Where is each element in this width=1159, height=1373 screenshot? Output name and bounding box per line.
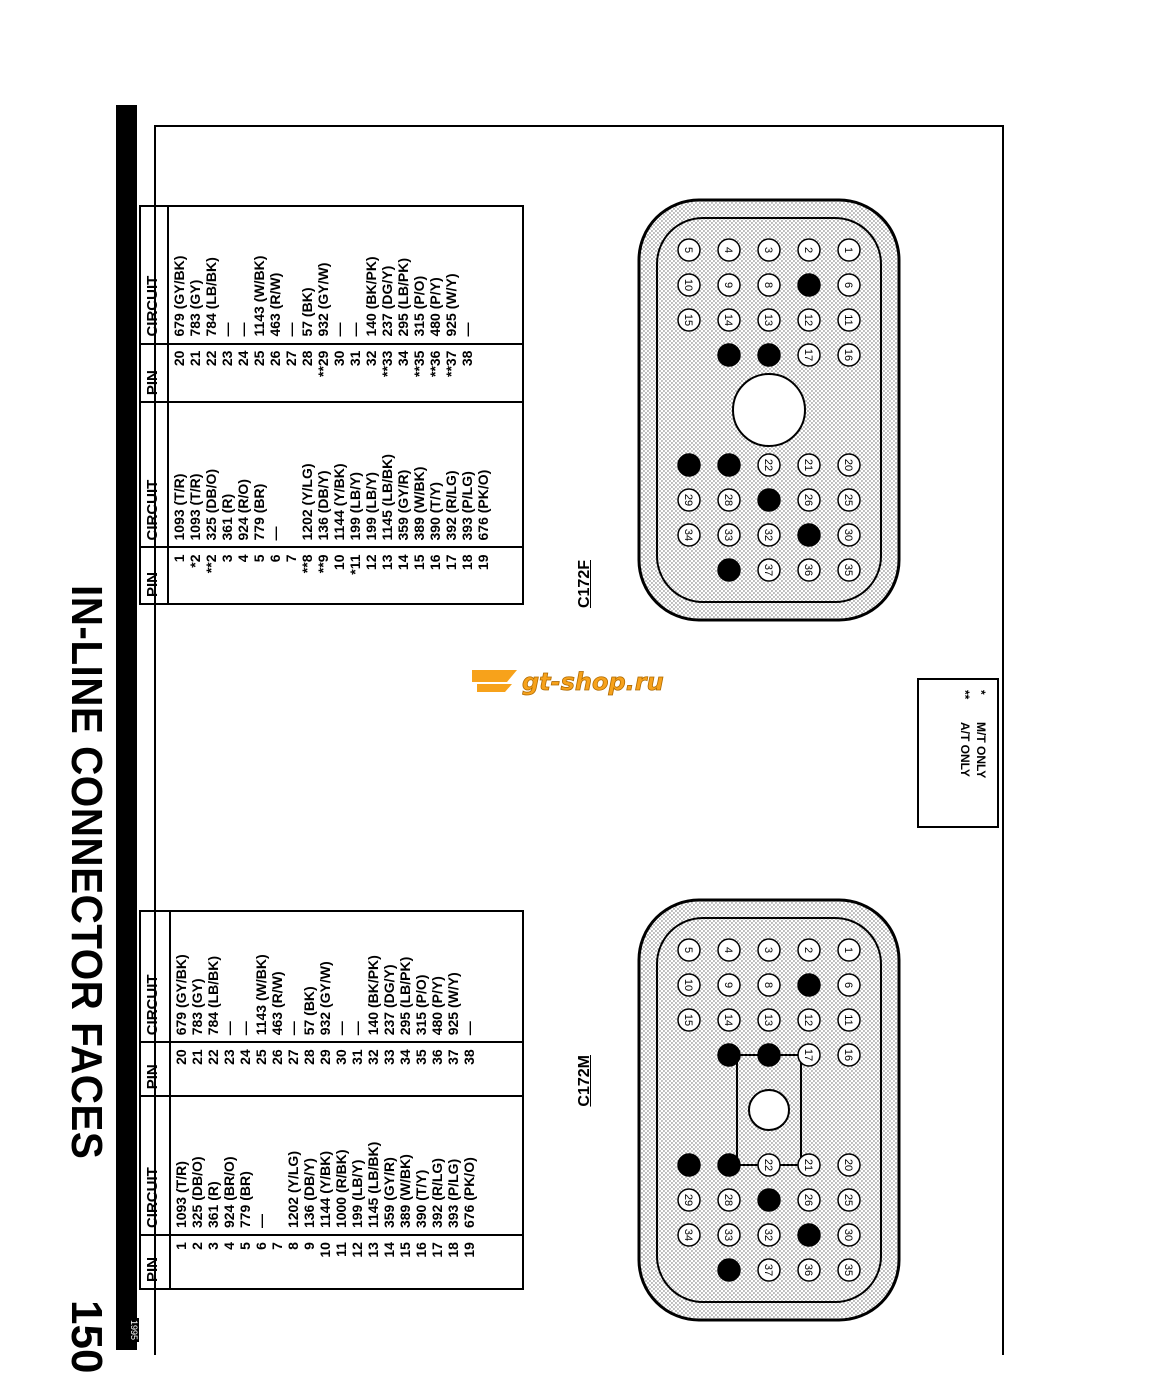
pin-header: PIN [140, 548, 168, 605]
circuit-cell: 463 (R/W) [267, 272, 284, 337]
circuit-cell: 1093 (T/R) [171, 473, 188, 541]
header-rule [116, 105, 137, 1350]
circuit-cell: 325 (DB/O) [188, 1156, 205, 1229]
circuit-cell: 57 (BK) [300, 986, 317, 1036]
circuit-cell: 359 (GY/R) [380, 1157, 397, 1229]
pin-number: 6 [842, 981, 854, 989]
right-circuit-column [170, 911, 523, 1042]
pin-number: 14 [722, 313, 734, 327]
pin-cell: 11 [332, 1242, 349, 1257]
pin-cell: 3 [204, 1242, 221, 1250]
pin-cell: 31 [347, 350, 364, 367]
pin-cell: 21 [187, 350, 204, 367]
circuit-cell: 295 (LB/PK) [395, 257, 412, 337]
pin-cell: 29 [316, 1049, 333, 1065]
pin-number: 26 [802, 1193, 814, 1207]
pin-number: 11 [842, 314, 854, 326]
pin-cell: 28 [300, 1049, 317, 1065]
pin-number: 11 [842, 1014, 854, 1026]
circuit-cell: 237 (DG/Y) [379, 265, 396, 337]
circuit-cell: — [459, 322, 476, 337]
pin-socket [758, 344, 780, 366]
pin-cell: 28 [299, 350, 316, 367]
circuit-cell: 783 (GY) [187, 279, 204, 337]
pin-number: 5 [682, 946, 694, 954]
circuit-cell: 361 (R) [219, 493, 236, 541]
circuit-cell: 1143 (W/BK) [251, 255, 268, 337]
pin-header: PIN [140, 1235, 170, 1289]
pin-number: 5 [682, 246, 694, 254]
pin-header: PIN [140, 1042, 170, 1096]
pin-cell: 27 [284, 1049, 301, 1065]
left-circuit-column [170, 1096, 523, 1235]
pin-number: 37 [762, 563, 774, 577]
circuit-cell: 1144 (Y/BK) [331, 463, 348, 541]
pin-cell: 5 [236, 1242, 253, 1250]
pin-socket [718, 344, 740, 366]
pin-number: 34 [682, 528, 694, 542]
circuit-cell: 925 (W/Y) [444, 972, 461, 1036]
pin-number: 22 [762, 458, 774, 472]
pin-cell: 35 [412, 1049, 429, 1065]
pin-cell: 7 [283, 554, 300, 563]
c172f-pin-table [139, 205, 524, 605]
circuit-cell: 1144 (Y/BK) [316, 1151, 333, 1229]
pin-number: 16 [842, 1048, 854, 1062]
pin-number: 3 [762, 946, 774, 954]
circuit-cell: 932 (GY/W) [315, 262, 332, 337]
pin-cell: 37 [444, 1049, 461, 1065]
circuit-cell: 140 (BK/PK) [363, 256, 380, 337]
pin-cell: 17 [428, 1242, 445, 1258]
pin-cell: **37 [443, 350, 460, 377]
pin-cell: 34 [395, 350, 412, 367]
pin-number: 3 [762, 246, 774, 254]
circuit-cell [269, 1103, 285, 1228]
center-hole [749, 1090, 789, 1130]
pin-cell: 19 [475, 554, 492, 571]
circuit-cell: 1093 (T/R) [172, 1161, 189, 1229]
right-circuit-column [168, 206, 523, 344]
pin-cell: 5 [251, 554, 268, 563]
pin-socket [678, 1154, 700, 1176]
right-pin-column [168, 344, 523, 403]
pin-cell: **8 [299, 554, 316, 574]
circuit-header: CIRCUIT [140, 911, 170, 1042]
circuit-cell: 393 (P/LG) [444, 1158, 461, 1229]
pin-number: 36 [802, 1263, 814, 1277]
circuit-cell: — [236, 1021, 253, 1036]
pin-number: 8 [762, 981, 774, 989]
pin-number: 2 [802, 246, 814, 254]
pin-cell: 20 [172, 1049, 189, 1065]
pin-cell: 19 [460, 1242, 477, 1258]
circuit-cell: 783 (GY) [188, 978, 205, 1036]
circuit-cell: 1145 (LB/BK) [364, 1141, 381, 1229]
circuit-cell: 136 (DB/Y) [300, 1158, 317, 1229]
pin-number: 28 [722, 1193, 734, 1207]
pin-number: 20 [842, 1158, 854, 1172]
pin-number: 32 [762, 1228, 774, 1242]
pin-cell: 16 [412, 1242, 429, 1258]
circuit-cell: 57 (BK) [299, 287, 316, 337]
pin-cell: **33 [379, 350, 396, 377]
pin-socket [718, 454, 740, 476]
legend-symbol: * [974, 690, 988, 695]
pin-number: 13 [762, 313, 774, 327]
pin-cell: 10 [331, 554, 348, 571]
circuit-cell: 136 (DB/Y) [315, 470, 332, 541]
pin-socket [678, 454, 700, 476]
pin-number: 13 [762, 1013, 774, 1027]
circuit-cell: 392 (R/LG) [443, 470, 460, 541]
pin-cell: 9 [300, 1242, 317, 1250]
circuit-cell: 480 (P/Y) [428, 976, 445, 1036]
circuit-cell: 315 (P/O) [412, 974, 429, 1036]
pin-cell: 26 [267, 350, 284, 367]
circuit-cell: 140 (BK/PK) [364, 955, 381, 1036]
circuit-cell: 315 (P/O) [411, 275, 428, 337]
circuit-cell: 1202 (Y/LG) [299, 463, 316, 541]
pin-number: 21 [802, 1158, 814, 1172]
circuit-cell: 779 (BR) [236, 1171, 253, 1229]
circuit-cell: 389 (W/BK) [396, 1154, 413, 1229]
pin-cell: 20 [171, 350, 188, 367]
center-hole [733, 374, 805, 446]
circuit-cell: 779 (BR) [251, 483, 268, 541]
pin-cell: 13 [379, 554, 396, 571]
pin-socket [798, 1224, 820, 1246]
pin-cell: 15 [396, 1242, 413, 1258]
circuit-cell: 1202 (Y/LG) [284, 1151, 301, 1229]
circuit-cell: — [220, 1021, 237, 1036]
legend-text: A/T ONLY [958, 722, 972, 777]
pin-cell: **2 [203, 554, 220, 574]
circuit-cell: 676 (PK/O) [460, 1157, 477, 1229]
pin-cell: 10 [316, 1242, 333, 1258]
pin-number: 2 [802, 946, 814, 954]
pin-socket [718, 1154, 740, 1176]
pin-cell: 25 [251, 350, 268, 367]
legend-text: M/T ONLY [974, 722, 988, 779]
pin-header: PIN [140, 344, 168, 403]
pin-number: 6 [842, 281, 854, 289]
circuit-cell: 480 (P/Y) [427, 277, 444, 337]
pin-number: 12 [802, 313, 814, 327]
pin-cell: 30 [331, 350, 348, 367]
circuit-cell: 784 (LB/BK) [204, 955, 221, 1036]
pin-cell: 22 [204, 1049, 221, 1065]
pin-number: 34 [682, 1228, 694, 1242]
pin-number: 1 [842, 246, 854, 254]
pin-socket [718, 559, 740, 581]
pin-cell: 12 [363, 554, 380, 571]
circuit-cell: 199 (LB/Y) [347, 472, 364, 541]
circuit-header: CIRCUIT [140, 206, 168, 344]
circuit-cell: 393 (P/LG) [459, 471, 476, 541]
c172m-connector-face [619, 880, 919, 1340]
page-number: 150 [62, 1300, 111, 1373]
pin-number: 35 [842, 1263, 854, 1277]
pin-number: 16 [842, 348, 854, 362]
circuit-cell: 295 (LB/PK) [396, 956, 413, 1036]
pin-number: 33 [722, 528, 734, 542]
pin-cell: 33 [380, 1049, 397, 1065]
pin-cell: 8 [284, 1242, 301, 1250]
c172f-table-title: C172F [576, 560, 593, 609]
watermark-text: gt-shop.ru [522, 668, 664, 696]
pin-cell: 38 [459, 350, 476, 367]
pin-cell: 27 [283, 350, 300, 367]
circuit-cell: 1145 (LB/BK) [379, 454, 396, 541]
pin-number: 33 [722, 1228, 734, 1242]
pin-cell: 32 [363, 350, 380, 367]
circuit-cell: 390 (T/Y) [412, 1169, 429, 1229]
circuit-cell: 1000 (R/BK) [332, 1149, 349, 1229]
circuit-cell: 361 (R) [204, 1181, 221, 1229]
watermark-logo [467, 662, 687, 702]
pin-cell: **29 [315, 350, 332, 377]
circuit-cell: 389 (W/BK) [411, 466, 428, 541]
circuit-cell: — [332, 1021, 349, 1036]
pin-number: 22 [762, 1158, 774, 1172]
c172m-table-title: C172M [576, 1055, 593, 1107]
c172m-pin-table [139, 910, 524, 1290]
year-tag: 1995 [129, 1320, 139, 1341]
pin-cell: 18 [444, 1242, 461, 1258]
circuit-cell: — [460, 1021, 477, 1036]
page-title: IN-LINE CONNECTOR FACES [62, 585, 111, 1160]
circuit-cell: 924 (BR/O) [220, 1156, 237, 1229]
circuit-cell: 679 (GY/BK) [172, 954, 189, 1036]
pin-socket [798, 524, 820, 546]
circuit-cell: — [348, 1021, 365, 1036]
pin-socket [758, 489, 780, 511]
pin-cell: 32 [364, 1049, 381, 1065]
pin-socket [718, 1259, 740, 1281]
circuit-cell: 784 (LB/BK) [203, 257, 220, 337]
pin-cell: 21 [188, 1049, 205, 1065]
pin-cell: 3 [219, 554, 236, 563]
pin-cell: **35 [411, 350, 428, 377]
pin-cell: 25 [252, 1049, 269, 1065]
pin-number: 4 [722, 246, 734, 254]
pin-cell: 17 [443, 554, 460, 571]
pin-number: 37 [762, 1263, 774, 1277]
pin-socket [758, 1189, 780, 1211]
pin-number: 36 [802, 563, 814, 577]
pin-number: 26 [802, 493, 814, 507]
circuit-cell: — [283, 322, 300, 337]
right-pin-column [170, 1042, 523, 1096]
circuit-cell: 392 (R/LG) [428, 1158, 445, 1229]
pin-socket [798, 974, 820, 996]
circuit-cell: — [219, 322, 236, 337]
pin-number: 8 [762, 281, 774, 289]
pin-cell: 38 [460, 1049, 477, 1065]
pin-socket [798, 274, 820, 296]
circuit-cell: — [331, 322, 348, 337]
pin-cell: 12 [348, 1242, 365, 1258]
circuit-cell: 924 (R/O) [235, 479, 252, 541]
circuit-header: CIRCUIT [140, 1096, 170, 1235]
pin-number: 9 [722, 281, 734, 289]
circuit-cell: 390 (T/Y) [427, 482, 444, 541]
pin-cell: 30 [332, 1049, 349, 1065]
pin-number: 29 [682, 493, 694, 507]
pin-number: 30 [842, 528, 854, 542]
pin-number: 4 [722, 946, 734, 954]
pin-cell: 2 [188, 1242, 205, 1250]
left-pin-column [170, 1235, 523, 1289]
pin-number: 17 [802, 348, 814, 362]
pin-number: 10 [682, 278, 694, 292]
circuit-cell: — [347, 322, 364, 337]
pin-number: 15 [682, 313, 694, 327]
circuit-cell: 1093 (T/R) [187, 473, 204, 541]
legend-row-mt [973, 690, 989, 816]
circuit-cell: — [252, 1214, 269, 1229]
pin-cell: *11 [347, 554, 364, 575]
pin-cell: 6 [267, 554, 284, 563]
circuit-cell: 676 (PK/O) [475, 469, 492, 541]
pin-number: 32 [762, 528, 774, 542]
circuit-cell: 463 (R/W) [268, 971, 285, 1036]
pin-cell: 24 [235, 350, 252, 367]
pin-number: 30 [842, 1228, 854, 1242]
pin-number: 1 [842, 946, 854, 954]
pin-cell: 31 [348, 1049, 365, 1065]
pin-cell: 18 [459, 554, 476, 571]
circuit-cell: 237 (DG/Y) [380, 964, 397, 1036]
pin-cell: 34 [396, 1049, 413, 1065]
circuit-cell: 199 (LB/Y) [363, 472, 380, 541]
circuit-cell: 359 (GY/R) [395, 469, 412, 541]
legend-symbol: ** [958, 690, 972, 700]
pin-socket [758, 1044, 780, 1066]
pin-cell: 13 [364, 1242, 381, 1258]
pin-cell: *2 [187, 554, 204, 568]
left-circuit-column [168, 402, 523, 547]
circuit-cell: 1143 (W/BK) [252, 954, 269, 1036]
pin-number: 28 [722, 493, 734, 507]
pin-number: 25 [842, 1193, 854, 1207]
pin-number: 14 [722, 1013, 734, 1027]
pin-cell: 1 [171, 554, 188, 563]
pin-cell: 23 [220, 1049, 237, 1065]
pin-number: 12 [802, 1013, 814, 1027]
circuit-cell [283, 409, 299, 540]
pin-number: 21 [802, 458, 814, 472]
pin-cell: 4 [235, 554, 252, 563]
pin-cell: 4 [220, 1242, 237, 1250]
circuit-cell: 325 (DB/O) [203, 468, 220, 541]
circuit-cell: 679 (GY/BK) [171, 255, 188, 337]
pin-cell: 36 [428, 1049, 445, 1065]
pin-cell: 6 [252, 1242, 269, 1250]
circuit-cell: — [267, 526, 284, 541]
pin-cell: 24 [236, 1049, 253, 1065]
pin-cell: **9 [315, 554, 332, 574]
circuit-cell: 925 (W/Y) [443, 273, 460, 337]
pin-socket [718, 1044, 740, 1066]
circuit-cell: 932 (GY/W) [316, 961, 333, 1036]
circuit-header: CIRCUIT [140, 402, 168, 547]
legend-row-at [957, 690, 973, 816]
pin-cell: 26 [268, 1049, 285, 1065]
pin-cell: **36 [427, 350, 444, 377]
pin-cell: 22 [203, 350, 220, 367]
circuit-cell: 199 (LB/Y) [348, 1159, 365, 1229]
legend-box [917, 678, 999, 828]
pin-cell: 16 [427, 554, 444, 571]
pin-number: 9 [722, 981, 734, 989]
pin-number: 25 [842, 493, 854, 507]
pin-cell: 7 [268, 1242, 285, 1250]
pin-number: 20 [842, 458, 854, 472]
pin-number: 15 [682, 1013, 694, 1027]
pin-cell: 14 [380, 1242, 397, 1258]
circuit-cell: — [235, 322, 252, 337]
pin-cell: 14 [395, 554, 412, 571]
pin-cell: 23 [219, 350, 236, 367]
pin-number: 29 [682, 1193, 694, 1207]
pin-cell: 1 [172, 1242, 189, 1250]
c172f-connector-face [619, 180, 919, 640]
pin-number: 17 [802, 1048, 814, 1062]
pin-cell: 15 [411, 554, 428, 571]
left-pin-column [168, 548, 523, 605]
circuit-cell: — [284, 1021, 301, 1036]
pin-number: 10 [682, 978, 694, 992]
pin-number: 35 [842, 563, 854, 577]
